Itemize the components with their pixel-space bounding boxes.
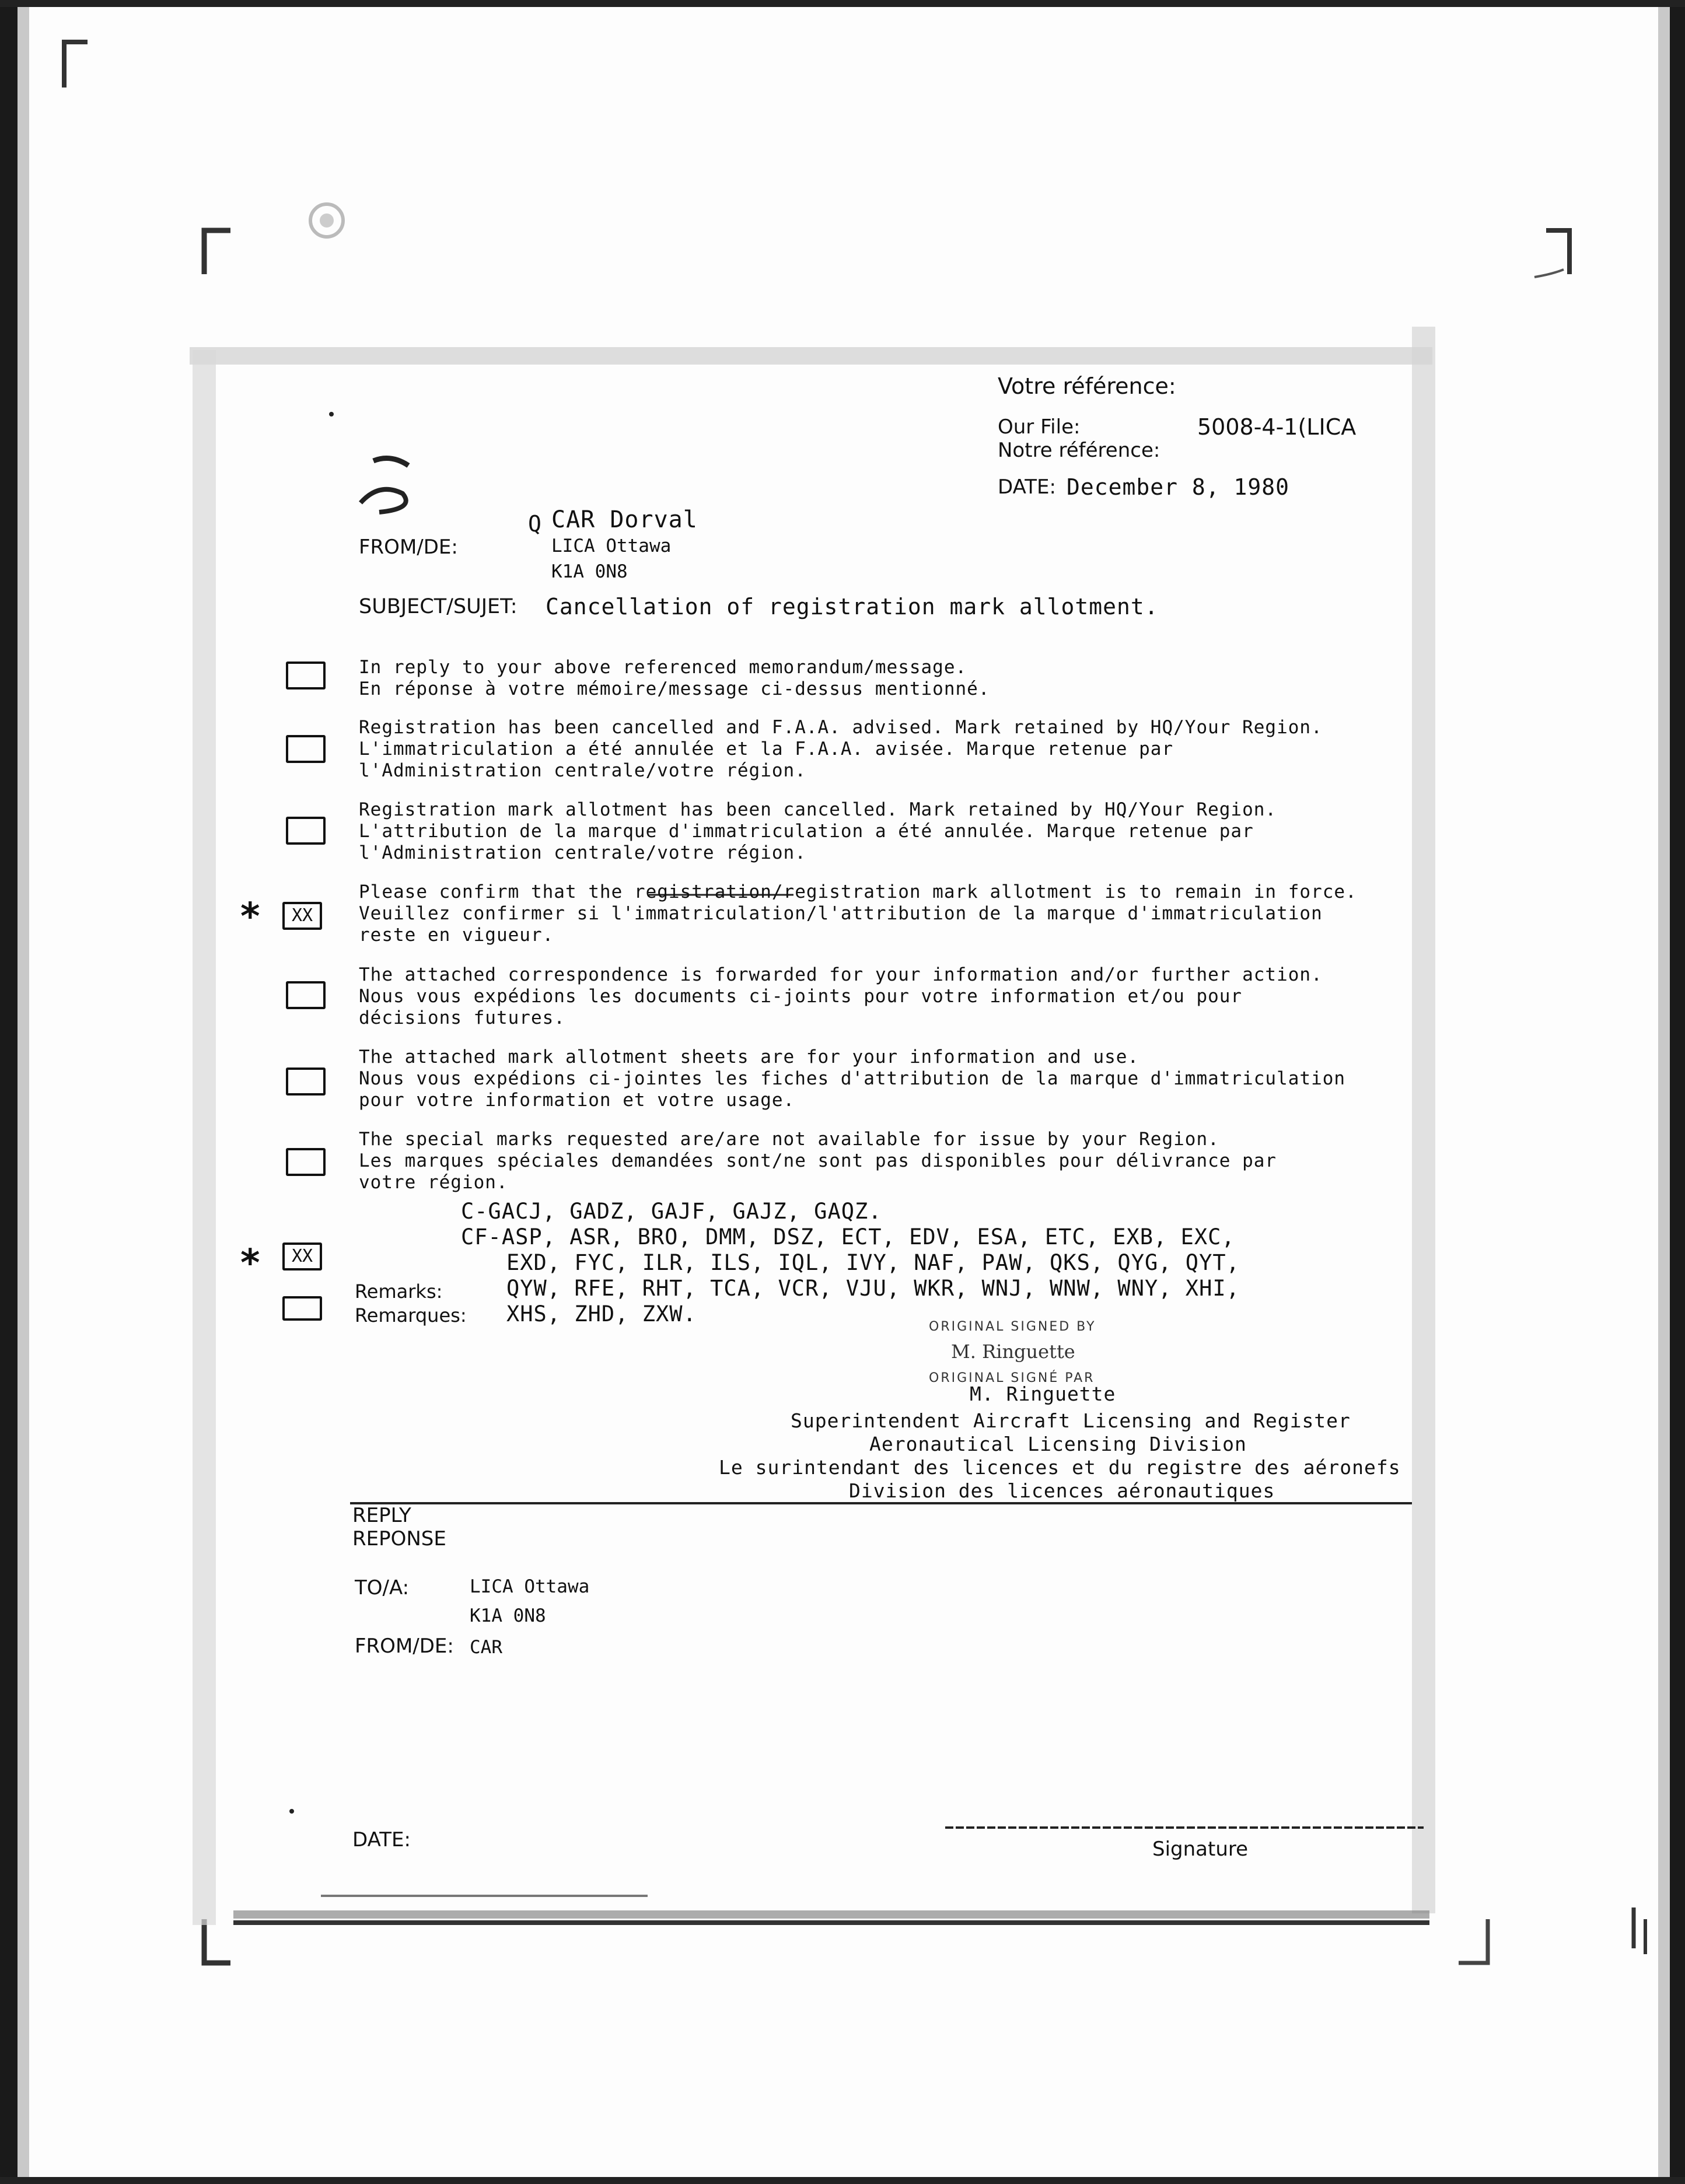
reply-date-label: DATE: [352, 1828, 411, 1852]
reponse-label: REPONSE [352, 1527, 446, 1550]
signatory-name: M. Ringuette [970, 1382, 1116, 1405]
option-7-text: The special marks requested are/are not available for issue by your Region. Les marques spéciales demandées sont/ne sont pas disponibles pour délivrance par votre région. [359, 1129, 1277, 1193]
signed-name-stamp: M. Ringuette [951, 1340, 1075, 1363]
option-3-text: Registration mark allotment has been cancelled. Mark retained by HQ/Your Region. L'attribution de la marque d'immatriculation a été annulée. Marque retenue par l'Administration centrale/votre région. [359, 799, 1277, 863]
date-label: DATE: [998, 475, 1056, 499]
marks-line-2: CF-ASP, ASR, BRO, DMM, DSZ, ECT, EDV, ESA, ETC, EXB, EXC, [461, 1224, 1235, 1250]
date-value: December 8, 1980 [1067, 474, 1290, 500]
option-6-checkbox[interactable] [286, 1068, 326, 1096]
our-file-value: 5008-4-1(LICA [1197, 414, 1357, 440]
option-2-checkbox[interactable] [286, 735, 326, 763]
marks-line-1: C-GACJ, GADZ, GAJF, GAJZ, GAQZ. [461, 1199, 882, 1224]
option-1-checkbox[interactable] [286, 662, 326, 690]
signatory-title-en-2: Aeronautical Licensing Division [869, 1433, 1247, 1455]
your-reference-label: Votre référence: [998, 373, 1176, 399]
addressee-line-2: LICA Ottawa [551, 536, 672, 556]
signature-label: Signature [1152, 1838, 1249, 1861]
reply-to-label: TO/A: [355, 1576, 410, 1600]
option-4-text: Please confirm that the registration/registration mark allotment is to remain in force. Veuillez confirmer si l'immatriculation/l'attribution de la marque d'immatriculation reste en vigueur. [359, 881, 1357, 946]
addressee-line-1: CAR Dorval [551, 506, 698, 533]
subject-label: SUBJECT/SUJET: [359, 595, 518, 618]
our-file-label: Our File: [998, 415, 1081, 439]
remarks-checkbox[interactable] [282, 1296, 322, 1321]
option-1-text: In reply to your above referenced memorandum/message. En réponse à votre mémoire/message ci-dessus mentionné. [359, 657, 990, 699]
signatory-title-en-1: Superintendent Aircraft Licensing and Register [791, 1409, 1351, 1432]
remarks-label: Remarks: [355, 1280, 443, 1303]
asterisk-mark-1: * [240, 895, 260, 939]
marks-line-5: XHS, ZHD, ZXW. [506, 1301, 697, 1326]
signatory-title-fr-1: Le surintendant des licences et du registre des aéronefs [719, 1456, 1401, 1479]
from-label: FROM/DE: [359, 536, 458, 559]
reply-from-label: FROM/DE: [355, 1634, 454, 1658]
addressee-line-3: K1A 0N8 [551, 561, 628, 582]
signatory-title-fr-2: Division des licences aéronautiques [849, 1479, 1275, 1502]
marks-line-3: EXD, FYC, ILR, ILS, IQL, IVY, NAF, PAW, QKS, QYG, QYT, [506, 1250, 1240, 1275]
signed-stamp-fr: ORIGINAL SIGNÉ PAR [929, 1371, 1095, 1385]
reply-to-line-2: K1A 0N8 [470, 1605, 546, 1626]
marks-list [461, 1199, 1240, 1327]
option-2-text: Registration has been cancelled and F.A.A. advised. Mark retained by HQ/Your Region. L'immatriculation a été annulée et la F.A.A. avisée. Marque retenue par l'Administration centrale/votre région. [359, 717, 1323, 781]
marks-line-4: QYW, RFE, RHT, TCA, VCR, VJU, WKR, WNJ, WNW, WNY, XHI, [506, 1276, 1240, 1301]
subject-value: Cancellation of registration mark allotment. [546, 594, 1159, 620]
option-6-text: The attached mark allotment sheets are for your information and use. Nous vous expédions ci-jointes les fiches d'attribution de la marque d'immatriculation pour votre information et votre usage. [359, 1046, 1346, 1111]
option-5-checkbox[interactable] [286, 981, 326, 1009]
option-4-checkbox[interactable]: XX [282, 902, 322, 930]
option-7-checkbox[interactable] [286, 1148, 326, 1176]
remarques-label: Remarques: [355, 1304, 467, 1326]
notre-reference-label: Notre référence: [998, 439, 1160, 462]
signed-stamp-en: ORIGINAL SIGNED BY [929, 1320, 1096, 1334]
option-5-text: The attached correspondence is forwarded for your information and/or further action. Nous vous expédions les documents ci-joints pour votre information et/ou pour décisions futures. [359, 964, 1323, 1028]
marks-checkbox[interactable]: XX [282, 1242, 322, 1270]
option-3-checkbox[interactable] [286, 817, 326, 845]
reply-to-line-1: LICA Ottawa [470, 1576, 590, 1597]
reply-from-value: CAR [470, 1637, 502, 1658]
asterisk-mark-2: * [240, 1242, 260, 1285]
reply-label: REPLY [352, 1504, 411, 1527]
addressee-q: Q [528, 511, 542, 537]
